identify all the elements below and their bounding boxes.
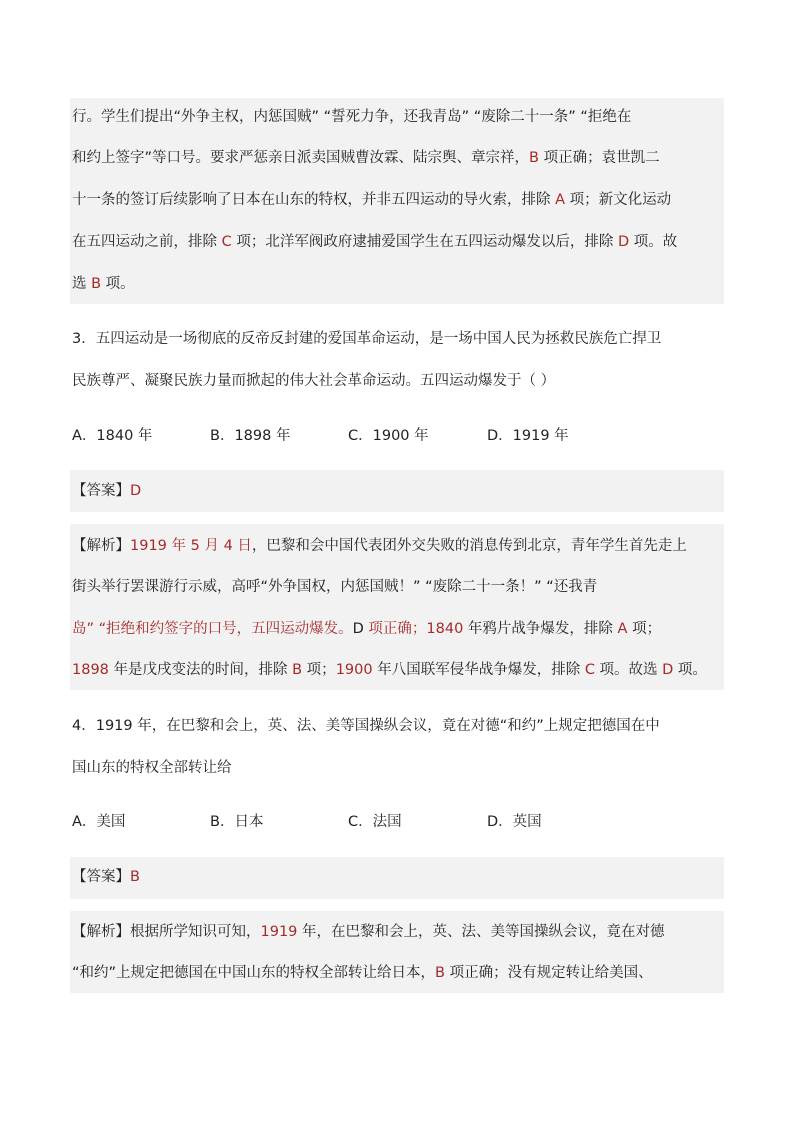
- q3-option-b: B．1898 年: [210, 428, 291, 444]
- q4-analysis-line: [72, 922, 724, 942]
- text-run: 项。故选: [594, 662, 663, 678]
- q2-analysis-line: [72, 148, 724, 168]
- q3-option-d: D．1919 年: [487, 428, 569, 444]
- text-run: 行。学生们提出“外争主权，内惩国贼” “誓死力争，还我青岛” “废除二十一条” “拒绝在: [72, 109, 632, 125]
- highlight-text: 1840: [426, 621, 464, 637]
- q4-analysis-line: [72, 963, 724, 983]
- text-run: 项；: [302, 662, 336, 678]
- highlight-text: B: [529, 150, 539, 166]
- text-run: 年，在巴黎和会上，英、法、美等国操纵会议，竟在对德: [297, 924, 665, 940]
- q4-stem-line: 4．1919 年，在巴黎和会上，英、法、美等国操纵会议，竟在对德“和约”上规定把德国在中: [72, 718, 660, 734]
- highlight-text: 项正确；: [363, 621, 427, 637]
- highlight-text: B: [292, 662, 303, 678]
- q3-stem-line: 3．五四运动是一场彻底的反帝反封建的爱国革命运动，是一场中国人民为拯救民族危亡捍卫: [72, 331, 662, 347]
- answer-label: 【答案】: [72, 483, 130, 499]
- text-run: 项；北洋军阀政府逮捕爱国学生在五四运动爆发以后，排除: [231, 234, 618, 250]
- q3-option-a: A．1840 年: [72, 428, 153, 444]
- q2-analysis-line: [72, 190, 724, 210]
- q3-analysis-line: [72, 536, 724, 556]
- q2-analysis-line: [72, 274, 724, 294]
- q3-analysis-line: [72, 577, 724, 597]
- q3-analysis-line: [72, 619, 724, 639]
- highlight-text: 岛” “拒绝和约签字的口号，五四运动爆发。: [72, 621, 353, 637]
- text-run: ，巴黎和会中国代表团外交失败的消息传到北京，青年学生首先走上: [251, 538, 687, 554]
- highlight-text: 1919: [260, 924, 298, 940]
- highlight-text: D: [662, 662, 674, 678]
- highlight-text: C: [584, 662, 595, 678]
- answer-value: B: [130, 869, 140, 885]
- text-run: 和约上签字”等口号。要求严惩亲日派卖国贼曹汝霖、陆宗舆、章宗祥，: [72, 150, 530, 166]
- text-run: 项；: [627, 621, 662, 637]
- q4-option-b: B．日本: [210, 814, 264, 830]
- text-run: 项。故: [629, 234, 678, 250]
- answer-label: 【答案】: [72, 869, 130, 885]
- q3-analysis-line: [72, 660, 724, 680]
- highlight-text: 1900: [335, 662, 373, 678]
- text-run: 项。: [101, 276, 135, 292]
- answer-value: D: [130, 483, 142, 499]
- q3-stem-line: 民族尊严、凝聚民族力量而掀起的伟大社会革命运动。五四运动爆发于（ ）: [72, 373, 556, 389]
- text-run: 【解析】: [72, 538, 130, 554]
- text-run: 项正确；袁世凯二: [538, 150, 660, 166]
- highlight-text: A: [617, 621, 628, 637]
- q4-option-d: D．英国: [487, 814, 542, 830]
- highlight-text: B: [91, 276, 102, 292]
- highlight-text: D: [617, 234, 630, 250]
- text-run: D: [352, 621, 364, 637]
- text-run: 项正确；没有规定转让给美国、: [444, 965, 653, 981]
- text-run: “和约”上规定把德国在中国山东的特权全部转让给日本，: [72, 965, 436, 981]
- highlight-text: 1919 年 5 月 4 日: [130, 538, 252, 554]
- q4-stem-line: 国山东的特权全部转让给: [72, 760, 232, 776]
- text-run: 十一条的签订后续影响了日本在山东的特权，并非五四运动的导火索，排除: [72, 192, 556, 208]
- q4-option-c: C．法国: [348, 814, 402, 830]
- highlight-text: C: [221, 234, 232, 250]
- text-run: 在五四运动之前，排除: [72, 234, 222, 250]
- highlight-text: B: [435, 965, 445, 981]
- text-run: 街头举行罢课游行示威，高呼“外争国权，内惩国贼！” “废除二十一条！” “还我青: [72, 579, 598, 595]
- text-run: 年八国联军侵华战争爆发，排除: [372, 662, 585, 678]
- q3-option-c: C．1900 年: [348, 428, 429, 444]
- q4-answer: [72, 867, 724, 887]
- text-run: 【解析】根据所学知识可知，: [72, 924, 261, 940]
- q2-analysis-line: [72, 232, 724, 252]
- q3-answer: [72, 481, 724, 501]
- q4-option-a: A．美国: [72, 814, 126, 830]
- text-run: 年是戊戌变法的时间，排除: [108, 662, 293, 678]
- q2-analysis-line: [72, 107, 724, 127]
- text-run: 选: [72, 276, 92, 292]
- text-run: 年鸦片战争爆发，排除: [463, 621, 618, 637]
- text-run: 项。: [673, 662, 707, 678]
- highlight-text: 1898: [72, 662, 109, 678]
- text-run: 项；新文化运动: [565, 192, 672, 208]
- highlight-text: A: [555, 192, 566, 208]
